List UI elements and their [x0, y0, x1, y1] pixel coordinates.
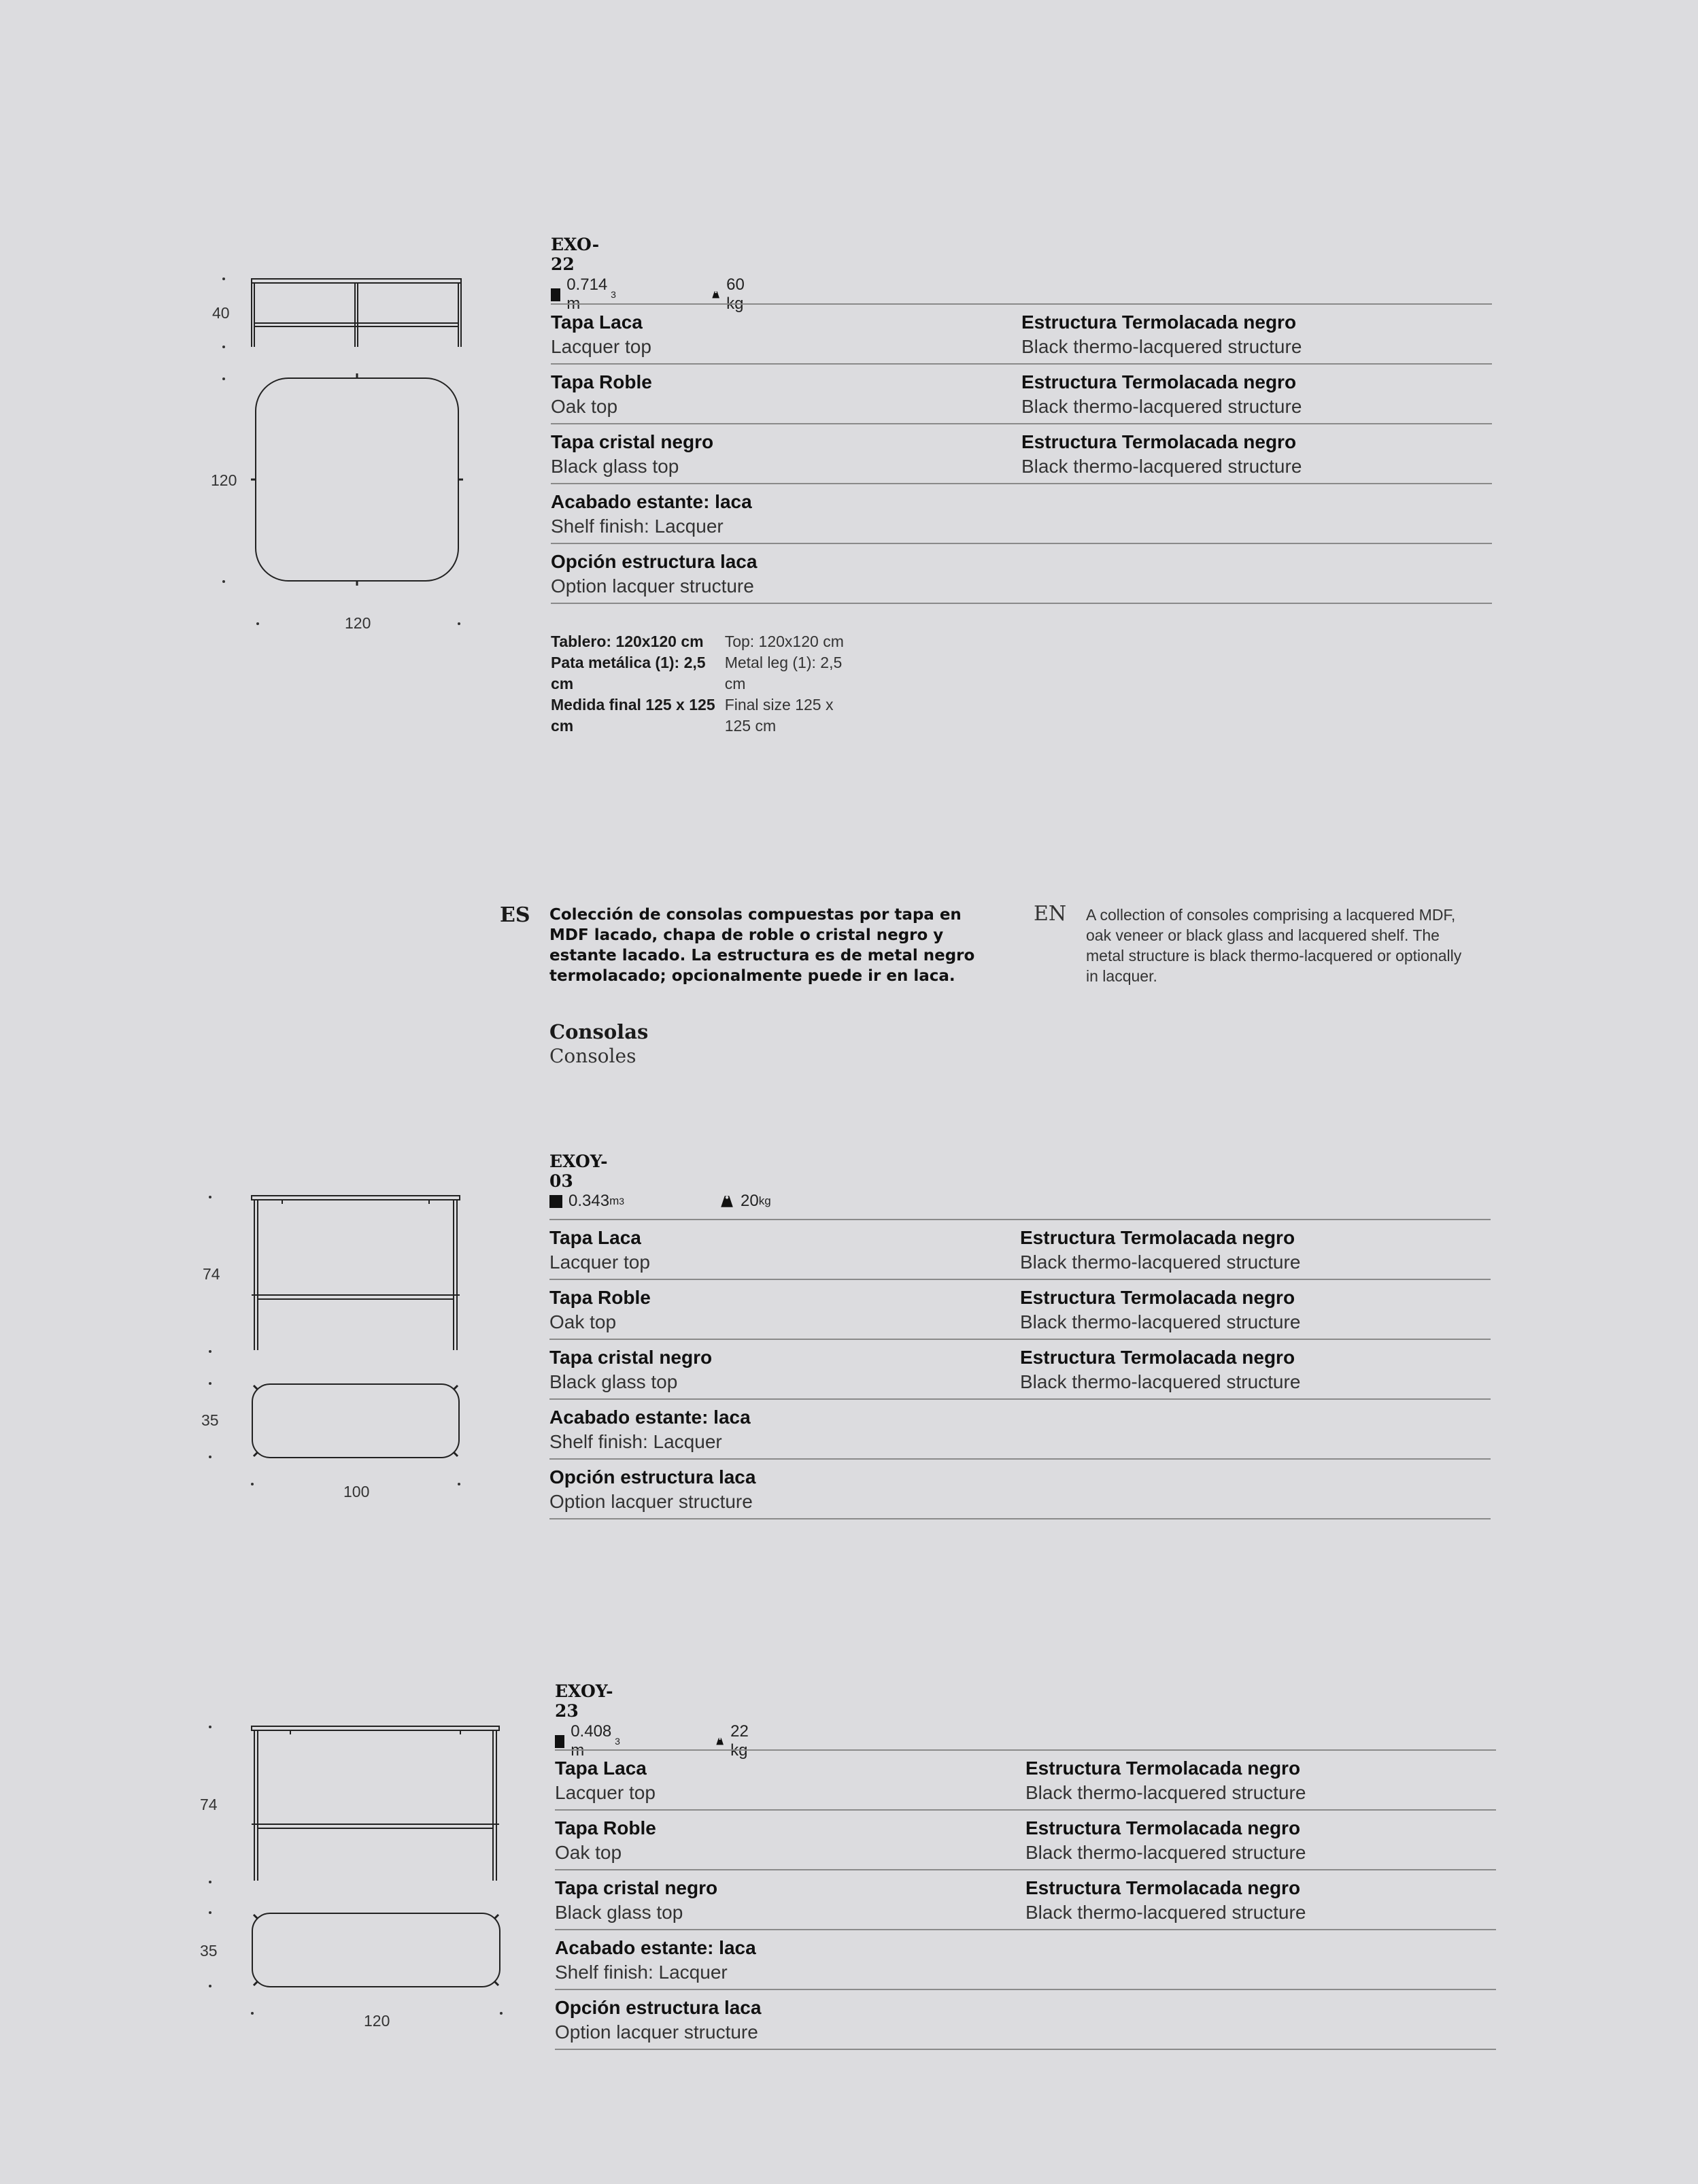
- dim-tick: [209, 1726, 211, 1728]
- product-code: EXO-22: [551, 235, 600, 274]
- weight: 20 kg: [719, 1192, 771, 1211]
- volume-icon: [549, 1195, 562, 1208]
- table-row: Tapa Laca Lacquer top Estructura Termolacada negro Black thermo-lacquered structure: [549, 1220, 1491, 1280]
- height-dimension: 40: [212, 304, 230, 322]
- volume: 0.714 m 3: [551, 275, 616, 314]
- height-dimension: 74: [200, 1796, 218, 1813]
- size-notes-en: Top: 120x120 cm Metal leg (1): 2,5 cm Final size 125 x 125 cm: [724, 633, 844, 735]
- section-title: Consolas: [549, 1020, 649, 1043]
- product-code: EXOY-23: [555, 1681, 613, 1721]
- height-dimension: 74: [203, 1265, 220, 1283]
- dim-tick: [500, 2012, 503, 2015]
- intro-en-label: EN: [1034, 902, 1067, 926]
- table-row: Tapa Roble Oak top Estructura Termolacada negro Black thermo-lacquered structure: [551, 365, 1492, 424]
- volume: 0.408 m 3: [555, 1722, 620, 1760]
- options-table: [551, 303, 1492, 604]
- depth-dimension: 120: [211, 471, 237, 489]
- section-subtitle: Consoles: [549, 1045, 636, 1067]
- exoy23-front-elevation: [248, 1721, 507, 1884]
- intro-en-text: A collection of consoles comprising a lacquered MDF, oak veneer or black glass and lacquered shelf. The metal structure is black thermo-lacquered or optionally in lacquer.: [1086, 906, 1462, 985]
- dim-tick: [458, 622, 460, 625]
- exoy03-front-elevation: [248, 1190, 466, 1354]
- size-notes-es: Tablero: 120x120 cm Pata metálica (1): 2,5 cm Medida final 125 x 125 cm: [551, 633, 715, 735]
- volume-icon: [551, 288, 560, 301]
- dim-tick: [251, 2012, 254, 2015]
- weight: 60 kg: [711, 275, 751, 314]
- volume: 0.343 m 3: [549, 1192, 624, 1211]
- dim-tick: [222, 580, 225, 583]
- table-row: Tapa cristal negro Black glass top Estructura Termolacada negro Black thermo-lacquered structure: [551, 424, 1492, 484]
- depth-dimension: 35: [201, 1411, 219, 1429]
- dim-tick: [222, 346, 225, 348]
- exoy03-plan-view: [248, 1379, 466, 1460]
- table-row: Opción estructura laca Option lacquer structure: [549, 1460, 1491, 1519]
- table-row: Tapa Laca Lacquer top Estructura Termolacada negro Black thermo-lacquered structure: [555, 1751, 1496, 1811]
- dim-tick: [222, 278, 225, 280]
- width-dimension: 100: [343, 1483, 370, 1500]
- dim-tick: [209, 1881, 211, 1883]
- exoy23-plan-view: [248, 1908, 507, 1989]
- product-meta: [549, 1192, 771, 1211]
- dim-tick: [222, 377, 225, 380]
- dim-tick: [209, 1456, 211, 1458]
- table-row: Opción estructura laca Option lacquer structure: [555, 1990, 1496, 2050]
- intro-es-text: Colección de consolas compuestas por tapa en MDF lacado, chapa de roble o cristal negro y estante lacado. La estructura es de metal negro termolacado; opcionalmente puede ir en laca.: [549, 906, 975, 985]
- weight-icon: [715, 1734, 724, 1749]
- product-code: EXOY-03: [549, 1152, 608, 1191]
- table-row: Tapa cristal negro Black glass top Estructura Termolacada negro Black thermo-lacquered structure: [555, 1870, 1496, 1930]
- table-row: Tapa Laca Lacquer top Estructura Termolacada negro Black thermo-lacquered structure: [551, 305, 1492, 365]
- dim-tick: [209, 1196, 211, 1198]
- table-row: Tapa Roble Oak top Estructura Termolacada negro Black thermo-lacquered structure: [549, 1280, 1491, 1340]
- table-row: Acabado estante: laca Shelf finish: Lacquer: [551, 484, 1492, 544]
- table-row: Tapa Roble Oak top Estructura Termolacada negro Black thermo-lacquered structure: [555, 1811, 1496, 1870]
- dim-tick: [256, 622, 259, 625]
- table-row: Acabado estante: laca Shelf finish: Lacquer: [549, 1400, 1491, 1460]
- dim-tick: [209, 1350, 211, 1353]
- size-notes: [551, 631, 846, 737]
- table-row: Acabado estante: laca Shelf finish: Lacquer: [555, 1930, 1496, 1990]
- dim-tick: [458, 1483, 460, 1485]
- exo22-front-elevation: [248, 272, 466, 354]
- width-dimension: 120: [345, 614, 371, 632]
- intro-es-label: ES: [500, 903, 530, 927]
- table-row: Opción estructura laca Option lacquer structure: [551, 544, 1492, 604]
- table-row: Tapa cristal negro Black glass top Estructura Termolacada negro Black thermo-lacquered structure: [549, 1340, 1491, 1400]
- dim-tick: [251, 1483, 254, 1485]
- volume-icon: [555, 1735, 564, 1748]
- weight-icon: [719, 1194, 734, 1209]
- options-table: [549, 1219, 1491, 1519]
- width-dimension: 120: [364, 2012, 390, 2030]
- dim-tick: [209, 1985, 211, 1987]
- exo22-plan-view: [248, 371, 466, 588]
- options-table: [555, 1749, 1496, 2050]
- weight-icon: [711, 287, 720, 302]
- weight: 22 kg: [715, 1722, 755, 1760]
- dim-tick: [209, 1382, 211, 1385]
- dim-tick: [209, 1911, 211, 1914]
- depth-dimension: 35: [200, 1942, 218, 1960]
